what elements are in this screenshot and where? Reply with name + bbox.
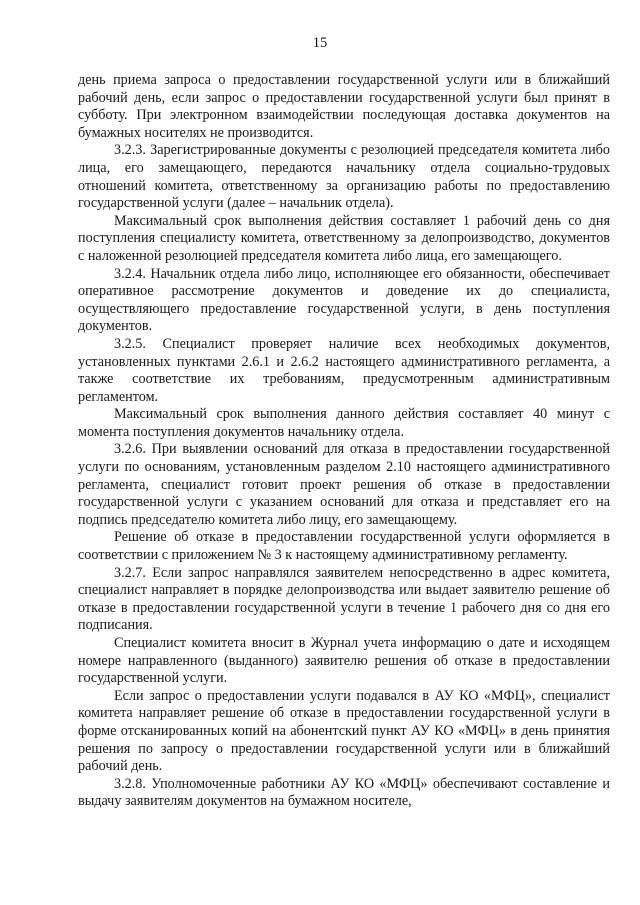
paragraph-7: 3.2.6. При выявлении оснований для отказа в предоставлении государственной услуги по основаниям, установленным разделом 2.10 настоящего административного регламента, специалист готовит проект решения об отказе в предоставлении государственной услуги с указанием оснований для отказа и представляет его на подпись председателю комитета либо лицу, его замещающему. — [78, 441, 610, 528]
document-body — [78, 72, 610, 811]
paragraph-1: день приема запроса о предоставлении государственной услуги или в ближайший рабочий день, если запрос о предоставлении государственной услуги был принят в субботу. При электронном взаимодействии последующая доставка документов на бумажных носителях не производится. — [78, 72, 610, 141]
paragraph-12: 3.2.8. Уполномоченные работники АУ КО «МФЦ» обеспечивают составление и выдачу заявителям документов на бумажном носителе, — [78, 775, 610, 810]
paragraph-3: Максимальный срок выполнения действия составляет 1 рабочий день со дня поступления специалисту комитета, ответственному за делопроизводство, документов с наложенной резолюцией председателя комитета либо лица, его замещающего. — [78, 212, 610, 264]
paragraph-8: Решение об отказе в предоставлении государственной услуги оформляется в соответствии с приложением № 3 к настоящему административному регламенту. — [78, 529, 610, 564]
page-number: 15 — [312, 35, 328, 51]
paragraph-2: 3.2.3. Зарегистрированные документы с резолюцией председателя комитета либо лица, его замещающего, передаются начальнику отдела социально-трудовых отношений комитета, ответственному за организацию работы по предоставлению государственной услуги (далее – начальник отдела). — [78, 142, 610, 212]
paragraph-4: 3.2.4. Начальник отдела либо лицо, исполняющее его обязанности, обеспечивает оперативное рассмотрение документов и доведение их до специалиста, осуществляющего предоставление государственной услуги, в день поступления документов. — [78, 265, 610, 335]
paragraph-9: 3.2.7. Если запрос направлялся заявителем непосредственно в адрес комитета, специалист направляет в порядке делопроизводства или выдает заявителю решение об отказе в предоставлении государственной услуги в течение 1 рабочего дня со дня его подписания. — [78, 564, 610, 634]
paragraph-11: Если запрос о предоставлении услуги подавался в АУ КО «МФЦ», специалист комитета направляет решение об отказе в предоставлении государственной услуги в форме отсканированных копий на абонентский пункт АУ КО «МФЦ» в день принятия решения по запросу о предоставлении государственной услуги или в ближайший рабочий день. — [78, 687, 610, 775]
paragraph-5: 3.2.5. Специалист проверяет наличие всех необходимых документов, установленных пунктами 2.6.1 и 2.6.2 настоящего административного регламента, а также соответствие их требованиям, предусмотренным административным регламентом. — [78, 335, 610, 405]
paragraph-6: Максимальный срок выполнения данного действия составляет 40 минут с момента поступления документов начальнику отдела. — [78, 406, 610, 440]
paragraph-10: Специалист комитета вносит в Журнал учета информацию о дате и исходящем номере направленного (выданного) заявителю решения об отказе в предоставлении государственной услуги. — [78, 635, 610, 687]
